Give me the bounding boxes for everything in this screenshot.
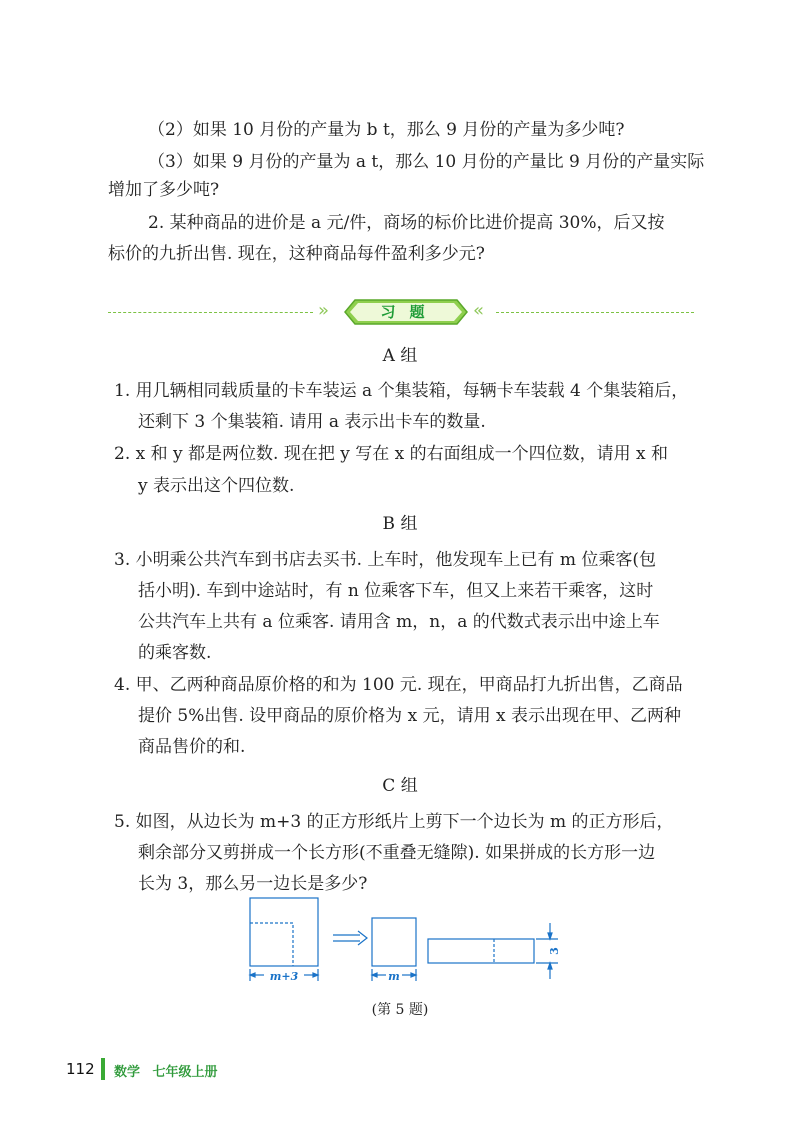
question-2-text: （2）如果 10 月份的产量为 b t，那么 9 月份的产量为多少吨? xyxy=(148,120,625,140)
exercise-5-line-2: 剩余部分又剪拼成一个长方形(不重叠无缝隙). 如果拼成的长方形一边 xyxy=(138,843,656,863)
arrow-icon xyxy=(333,931,367,945)
page-number: 112 xyxy=(66,1060,95,1078)
result-rectangle xyxy=(428,939,534,963)
exercise-3-line-3: 公共汽车上共有 a 位乘客. 请用含 m，n，a 的代数式表示出中途上车 xyxy=(138,612,660,632)
double-chevron-right-icon: » xyxy=(318,300,330,321)
exercise-5-line-3: 长为 3，那么另一边长是多少? xyxy=(138,874,368,894)
label-m: m xyxy=(388,970,400,983)
small-square xyxy=(372,918,416,966)
exercise-3-line-2: 括小明). 车到中途站时，有 n 位乘客下车，但又上来若干乘客，这时 xyxy=(138,581,654,601)
book-title: 数学 七年级上册 xyxy=(114,1065,218,1080)
section-title: 习题 xyxy=(380,303,439,321)
group-a-heading: A 组 xyxy=(382,346,418,366)
exercise-2a-continued: y 表示出这个四位数. xyxy=(138,476,295,496)
group-c-heading: C 组 xyxy=(382,776,418,796)
exercise-1-text: 1. 用几辆相同载质量的卡车装运 a 个集装箱，每辆卡车装载 4 个集装箱后， xyxy=(114,381,689,401)
exercise-3-text: 3. 小明乘公共汽车到书店去买书. 上车时，他发现车上已有 m 位乘客(包 xyxy=(114,550,656,570)
exercise-2a-text: 2. x 和 y 都是两位数. 现在把 y 写在 x 的右面组成一个四位数，请用 x 和 xyxy=(114,444,669,464)
footer-accent-bar xyxy=(101,1058,105,1080)
big-square xyxy=(250,898,318,966)
exercise-1-continued: 还剩下 3 个集装箱. 请用 a 表示出卡车的数量. xyxy=(138,412,486,432)
exercise-4-text: 4. 甲、乙两种商品原价格的和为 100 元. 现在，甲商品打九折出售，乙商品 xyxy=(114,675,683,695)
exercise-4-line-3: 商品售价的和. xyxy=(138,737,246,757)
exercise-5-figure xyxy=(240,895,580,991)
figure-caption: (第 5 题) xyxy=(371,1002,429,1018)
exercise-4-line-2: 提价 5%出售. 设甲商品的原价格为 x 元，请用 x 表示出现在甲、乙两种 xyxy=(138,706,681,726)
exercise-3-line-4: 的乘客数. xyxy=(138,643,212,663)
exercise-2-text: 2. 某种商品的进价是 a 元/件，商场的标价比进价提高 30%，后又按 xyxy=(148,213,665,233)
label-m-plus-3: m+3 xyxy=(269,970,299,983)
group-b-heading: B 组 xyxy=(382,514,418,534)
exercise-5-text: 5. 如图，从边长为 m+3 的正方形纸片上剪下一个边长为 m 的正方形后， xyxy=(114,812,674,832)
double-chevron-left-icon: « xyxy=(473,300,485,321)
banner-dashed-line-right xyxy=(496,312,694,313)
label-3: 3 xyxy=(548,947,561,955)
cut-line xyxy=(250,923,293,966)
question-3-text: （3）如果 9 月份的产量为 a t，那么 10 月份的产量比 9 月份的产量实际 xyxy=(148,152,705,172)
banner-dashed-line-left xyxy=(108,312,313,313)
question-3-continued: 增加了多少吨? xyxy=(108,180,220,200)
exercise-2-continued: 标价的九折出售. 现在，这种商品每件盈利多少元? xyxy=(108,244,485,264)
